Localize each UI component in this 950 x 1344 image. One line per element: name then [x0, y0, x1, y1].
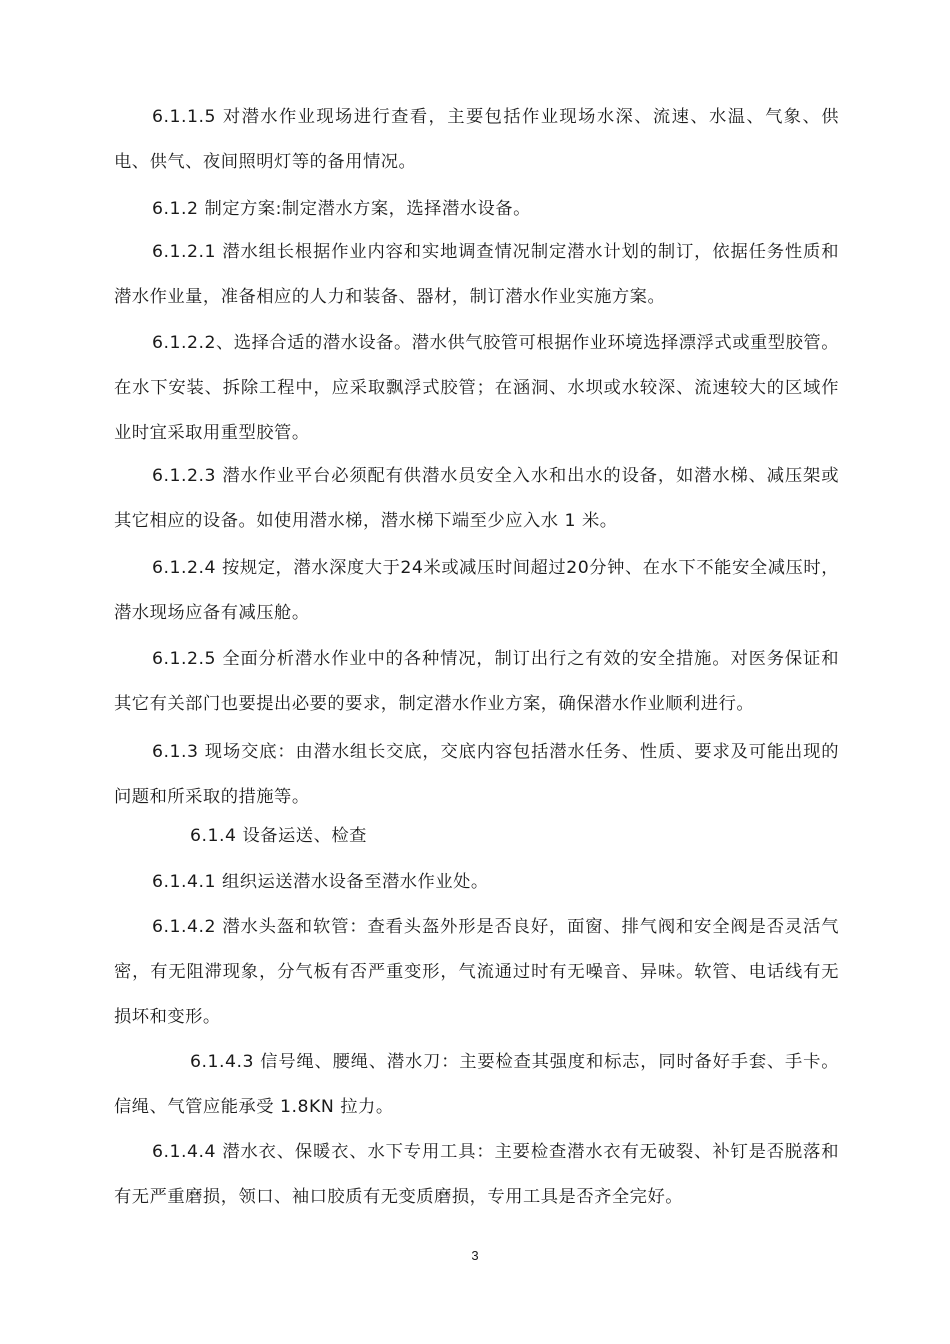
paragraph-6-1-2-4: 6.1.2.4 按规定，潜水深度大于24米或减压时间超过20分钟、在水下不能安全减压时，潜水现场应备有减压舱。 [114, 558, 839, 623]
paragraph-6-1-4-2: 6.1.4.2 潜水头盔和软管：查看头盔外形是否良好，面窗、排气阀和安全阀是否灵活气密，有无阻滞现象，分气板有否严重变形，气流通过时有无噪音、异味。软管、电话线有无损坏和变形。 [114, 917, 839, 1027]
paragraph-6-1-4: 6.1.4 设备运送、检查 [190, 826, 367, 846]
paragraph-6-1-2-1: 6.1.2.1 潜水组长根据作业内容和实地调查情况制定潜水计划的制订，依据任务性质和潜水作业量，准备相应的人力和装备、器材，制订潜水作业实施方案。 [114, 242, 839, 307]
paragraph-6-1-2-3: 6.1.2.3 潜水作业平台必须配有供潜水员安全入水和出水的设备，如潜水梯、减压架或其它相应的设备。如使用潜水梯，潜水梯下端至少应入水 1 米。 [114, 466, 839, 531]
paragraph-6-1-1-5: 6.1.1.5 对潜水作业现场进行查看，主要包括作业现场水深、流速、水温、气象、供电、供气、夜间照明灯等的备用情况。 [114, 107, 839, 172]
paragraph-6-1-4-3: 6.1.4.3 信号绳、腰绳、潜水刀：主要检查其强度和标志，同时备好手套、手卡。信绳、气管应能承受 1.8KN 拉力。 [114, 1052, 839, 1117]
page-number: 3 [471, 1248, 479, 1263]
paragraph-6-1-2-5: 6.1.2.5 全面分析潜水作业中的各种情况，制订出行之有效的安全措施。对医务保证和其它有关部门也要提出必要的要求，制定潜水作业方案，确保潜水作业顺利进行。 [114, 649, 839, 714]
paragraph-6-1-2: 6.1.2 制定方案:制定潜水方案，选择潜水设备。 [152, 199, 531, 219]
paragraph-6-1-2-2: 6.1.2.2、选择合适的潜水设备。潜水供气胶管可根据作业环境选择漂浮式或重型胶管。在水下安装、拆除工程中，应采取飘浮式胶管；在涵洞、水坝或水较深、流速较大的区域作业时宜采取用重型胶管。 [114, 333, 839, 443]
paragraph-6-1-4-4: 6.1.4.4 潜水衣、保暖衣、水下专用工具：主要检查潜水衣有无破裂、补钉是否脱落和有无严重磨损，领口、袖口胶质有无变质磨损，专用工具是否齐全完好。 [114, 1142, 839, 1207]
paragraph-6-1-4-1: 6.1.4.1 组织运送潜水设备至潜水作业处。 [152, 872, 489, 892]
paragraph-6-1-3: 6.1.3 现场交底：由潜水组长交底，交底内容包括潜水任务、性质、要求及可能出现的问题和所采取的措施等。 [114, 742, 839, 807]
